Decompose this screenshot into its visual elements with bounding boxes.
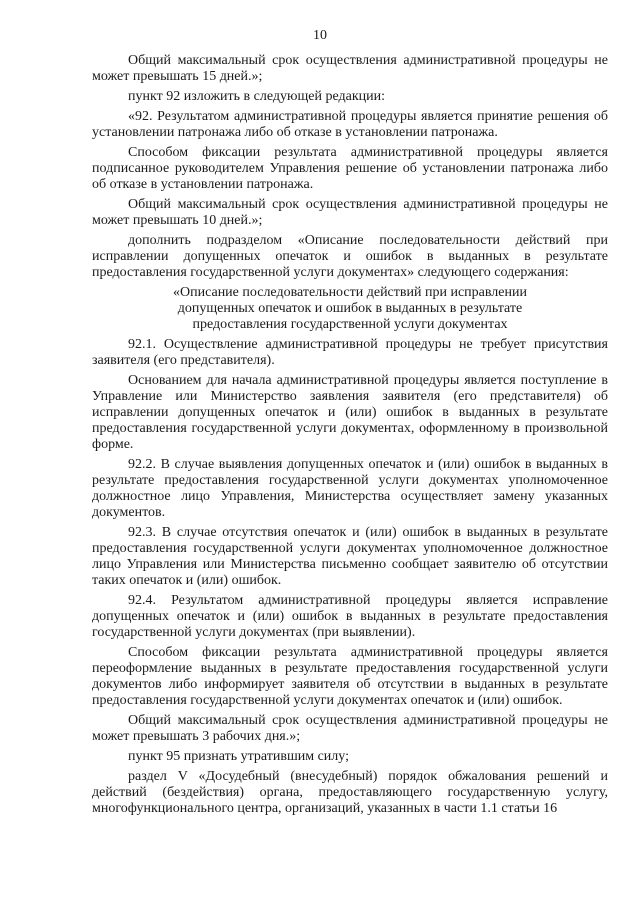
paragraph-92-4: 92.4. Результатом административной процедуры является исправление допущенных опечаток и (или) ошибок в выданных в результате предоставления государственной услуги документах (при выявлении). xyxy=(92,593,608,640)
paragraph-fixation-method: Способом фиксации результата административной процедуры является переоформление выданных в результате предоставления государственной услуги документов либо информирует заявителя об отсутствии в выданных в результате предоставления государственной услуги документах опечаток и (или) ошибок. xyxy=(92,645,608,708)
document-body xyxy=(92,53,608,821)
paragraph-item-95: пункт 95 признать утратившим силу; xyxy=(128,749,349,764)
paragraph-92-fixation: Способом фиксации результата административной процедуры является подписанное руководителем Управления решение об установлении патронажа либо об отказе в установлении патронажа. xyxy=(92,145,608,192)
page-number: 10 xyxy=(313,28,327,43)
paragraph-92-result: «92. Результатом административной процедуры является принятие решения об установлении патронажа либо об отказе в установлении патронажа. xyxy=(92,109,608,140)
paragraph-item-92-intro: пункт 92 изложить в следующей редакции: xyxy=(128,89,385,104)
paragraph-term-15-days: Общий максимальный срок осуществления административной процедуры не может превышать 15 дней.»; xyxy=(92,53,608,84)
paragraph-92-3: 92.3. В случае отсутствия опечаток и (или) ошибок в выданных в результате предоставления государственной услуги документах уполномоченное должностное лицо Управления или Министерства письменно сообщает заявителю об отсутствии таких опечаток и (или) ошибок. xyxy=(92,525,608,588)
paragraph-term-3-days: Общий максимальный срок осуществления административной процедуры не может превышать 3 рабочих дня.»; xyxy=(92,713,608,744)
subsection-heading: «Описание последовательности действий при исправлении допущенных опечаток и ошибок в выданных в результате предоставления государственной услуги документах xyxy=(173,285,527,332)
paragraph-92-2: 92.2. В случае выявления допущенных опечаток и (или) ошибок в выданных в результате предоставления государственной услуги документах уполномоченное должностное лицо Управления, Министерства осуществляет замену указанных документов. xyxy=(92,457,608,520)
paragraph-add-subsection: дополнить подразделом «Описание последовательности действий при исправлении допущенных опечаток и ошибок в выданных в результате предоставления государственной услуги документах» следующего содержания: xyxy=(92,233,608,280)
paragraph-basis: Основанием для начала административной процедуры является поступление в Управление или Министерство заявления заявителя (его представителя) об исправлении допущенных опечаток и (или) ошибок в выданных в результате предоставления государственной услуги документах, оформленному в произвольной форме. xyxy=(92,373,608,452)
paragraph-section-v: раздел V «Досудебный (внесудебный) порядок обжалования решений и действий (бездействия) органа, предоставляющего государственную услугу, многофункционального центра, организаций, указанных в части 1.1 статьи 16 xyxy=(92,769,608,816)
paragraph-term-10-days: Общий максимальный срок осуществления административной процедуры не может превышать 10 дней.»; xyxy=(92,197,608,228)
paragraph-92-1: 92.1. Осуществление административной процедуры не требует присутствия заявителя (его представителя). xyxy=(92,337,608,368)
